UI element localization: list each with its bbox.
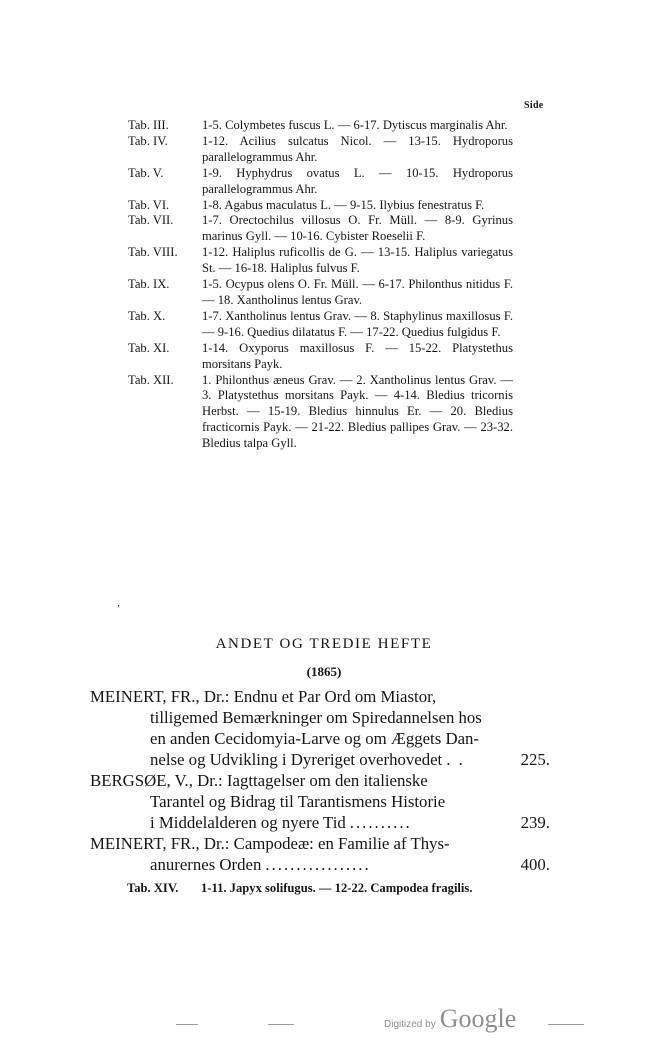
plate-description: 1-5. Ocypus olens O. Fr. Müll. — 6-17. Philonthus nitidus F. — 18. Xantholinus lentus Grav.: [202, 277, 513, 307]
plate-tab: Tab. VII.: [128, 213, 174, 228]
plate-list: [128, 118, 513, 452]
plate-tab: Tab. VI.: [128, 197, 170, 212]
section-heading: ANDET OG TREDIE HEFTE: [215, 636, 433, 652]
plate-description: 1-9. Hyphydrus ovatus L. — 10-15. Hydroporus parallelogrammus Ahr.: [202, 165, 513, 196]
article-last-line: [90, 854, 550, 875]
plate-entry: [128, 166, 513, 198]
article-first-line: MEINERT, FR., Dr.: Endnu et Par Ord om Miastor,: [90, 687, 437, 706]
scan-mark: [268, 1024, 294, 1025]
page-number: 225.: [520, 750, 550, 769]
leader-dots: . .: [446, 750, 465, 769]
plate-entry: [128, 198, 513, 214]
scan-mark: [176, 1024, 198, 1025]
page-column-label: Side: [524, 100, 544, 111]
plate-entry: [128, 277, 513, 309]
article-list: [90, 686, 550, 875]
plate-description: 1-14. Oxyporus maxillosus F. — 15-22. Platystethus morsitans Payk.: [202, 340, 513, 371]
page-number: 400.: [520, 855, 550, 874]
plate-entry: [128, 134, 513, 166]
stray-mark: ʽ: [117, 604, 121, 615]
google-watermark: [384, 1004, 516, 1034]
article-line: i Middelalderen og nyere Tid: [150, 813, 346, 832]
plate-tab: Tab. VIII.: [128, 245, 178, 260]
plate-entry: [128, 309, 513, 341]
plate-description: 1-11. Japyx solifugus. — 12-22. Campodea fragilis.: [201, 881, 473, 895]
plate-description: 1-5. Colymbetes fuscus L. — 6-17. Dytiscus marginalis Ahr.: [202, 118, 508, 132]
plate-description: 1. Philonthus æneus Grav. — 2. Xantholinus lentus Grav. — 3. Platystethus morsitans Payk. — 4-14. Bledius tricornis Herbst. — 15-19. Bledius hinnulus Er. — 20. Bledius fracticornis Payk. — 21-22. Bledius pallipes Grav. — 23-32. Bledius talpa Gyll.: [202, 372, 513, 451]
plate-entry: [128, 245, 513, 277]
plate-description: 1-7. Xantholinus lentus Grav. — 8. Staphylinus maxillosus F. — 9-16. Quedius dilatatus F. — 17-22. Quedius fulgidus F.: [202, 308, 513, 339]
article-entry: [90, 770, 550, 833]
article-entry: [90, 833, 550, 875]
article-first-line: MEINERT, FR., Dr.: Campodeæ: en Familie af Thys-: [90, 834, 450, 853]
plate-tab: Tab. V.: [128, 165, 164, 180]
plate-entry: [128, 341, 513, 373]
plate-description: 1-12. Acilius sulcatus Nicol. — 13-15. Hydroporus parallelogrammus Ahr.: [202, 133, 513, 164]
article-line: Tarantel og Bidrag til Tarantismens Historie: [150, 792, 446, 811]
plate-description: 1-12. Haliplus ruficollis de G. — 13-15. Haliplus variegatus St. — 16-18. Haliplus fulvus F.: [202, 245, 513, 276]
page-number: 239.: [520, 813, 550, 832]
plate-entry: [128, 373, 513, 453]
plate-entry-extra: [127, 880, 517, 896]
plate-entry: [128, 118, 513, 134]
article-line: tilligemed Bemærkninger om Spiredannelsen hos: [150, 708, 482, 727]
article-first-line: BERGSØE, V., Dr.: Iagttagelser om den italienske: [90, 771, 428, 790]
article-last-line: [90, 812, 550, 833]
section-year: (1865): [306, 664, 342, 679]
article-line: en anden Cecidomyia-Larve og om Æggets Dan-: [150, 729, 479, 748]
plate-tab: Tab. X.: [128, 308, 166, 323]
plate-tab: Tab. III.: [128, 118, 169, 132]
plate-tab: Tab. XI.: [128, 340, 170, 355]
plate-entry: [128, 213, 513, 245]
plate-description: 1-7. Orectochilus villosus O. Fr. Müll. — 8-9. Gyrinus marinus Gyll. — 10-16. Cybister Roeselii F.: [202, 213, 513, 244]
plate-tab: Tab. XII.: [128, 372, 174, 387]
article-line: nelse og Udvikling i Dyreriget overhovedet: [150, 750, 443, 769]
scan-mark: [548, 1024, 584, 1025]
article-line: anurernes Orden: [150, 855, 262, 874]
leader-dots: .................: [265, 855, 371, 874]
article-entry: [90, 686, 550, 770]
google-logo: Google: [439, 1004, 517, 1033]
plate-tab: Tab. IV.: [128, 133, 168, 148]
watermark-prefix: Digitized by: [384, 1019, 436, 1030]
plate-description: 1-8. Agabus maculatus L. — 9-15. Ilybius fenestratus F.: [202, 197, 485, 212]
plate-tab: Tab. IX.: [128, 277, 170, 292]
article-last-line: [90, 749, 550, 770]
plate-tab: Tab. XIV.: [127, 881, 179, 895]
leader-dots: ..........: [349, 813, 412, 832]
